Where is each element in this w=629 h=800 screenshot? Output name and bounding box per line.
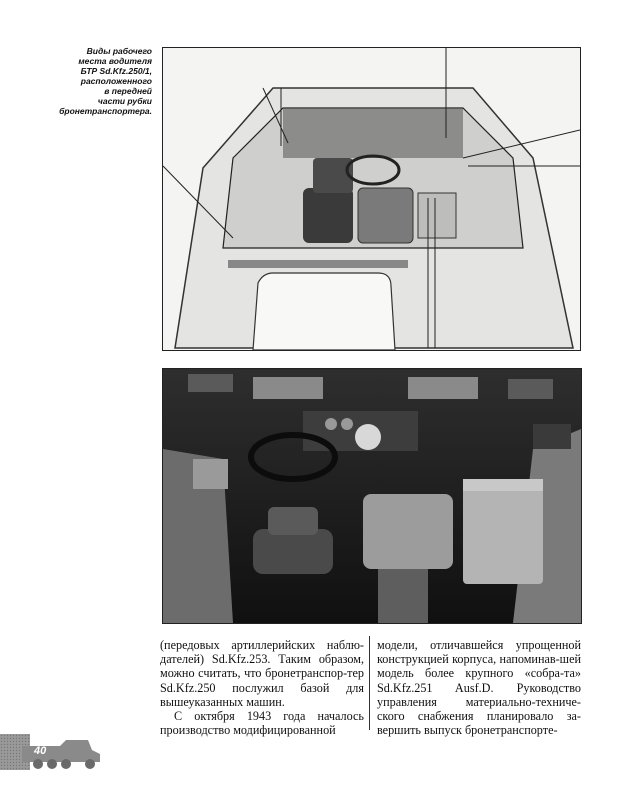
caption-line: части рубки (97, 96, 152, 106)
photo-caption (40, 46, 152, 116)
driver-compartment-drawing (162, 47, 581, 351)
page-number: 40 (34, 745, 47, 757)
driver-compartment-photo (162, 368, 582, 624)
text-column-right (377, 638, 581, 737)
paragraph: (передовых артиллерийских наблю-дателей) Sd.Kfz.253. Таким образом, можно считать, что бронетранспор-тер Sd.Kfz.250 послужил базой для вышеуказанных машин. (160, 638, 364, 709)
page-tab (0, 728, 106, 774)
caption-line: расположенного (80, 76, 152, 86)
caption-line: места водителя (78, 56, 152, 66)
caption-line: бронетранспортера. (59, 106, 152, 116)
paragraph: С октября 1943 года началось производство модифицированной (160, 709, 364, 738)
column-divider (369, 636, 370, 730)
paragraph: модели, отличавшейся упрощенной конструкцией корпуса, напоминав-шей модель более крупного «собра-та» Sd.Kfz.251 Ausf.D. Руководство управления материально-техниче-ского снабжения планировало за-вершить выпуск бронетранспорте- (377, 638, 581, 738)
caption-line: Виды рабочего (86, 46, 152, 56)
text-column-left (160, 638, 364, 737)
caption-line: в передней (104, 86, 152, 96)
caption-line: БТР Sd.Kfz.250/1, (80, 66, 152, 76)
